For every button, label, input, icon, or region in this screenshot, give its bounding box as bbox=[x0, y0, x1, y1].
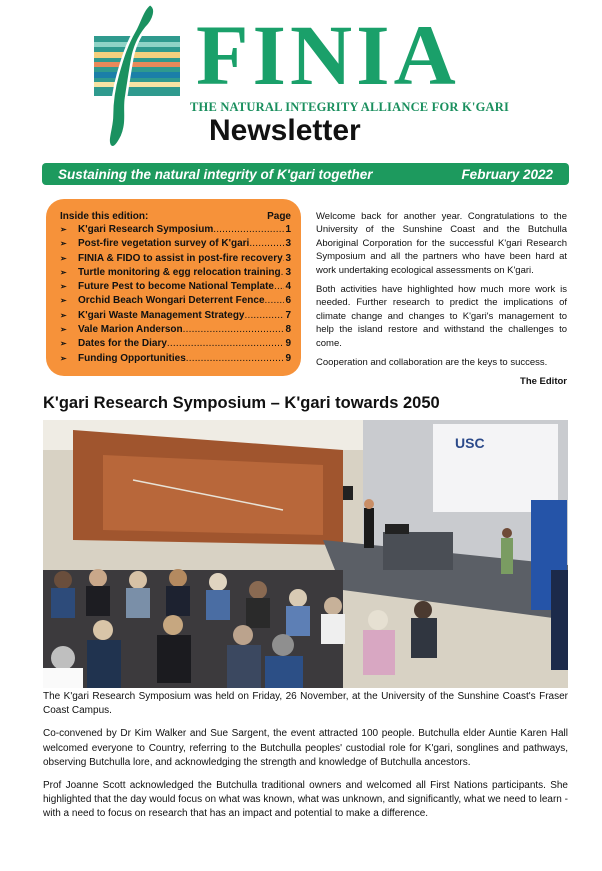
symposium-photo bbox=[43, 420, 568, 688]
arrow-bullet-icon: ➢ bbox=[60, 267, 67, 277]
editor-paragraph: Welcome back for another year. Congratulations to the University of the Sunshine Coast and the Butchulla Aboriginal Corporation for the successful K'gari Research Symposium and all the partners who have been hard at work undertaking ecological assessments on K'gari. bbox=[316, 211, 567, 276]
article-paragraph: Prof Joanne Scott acknowledged the Butchulla traditional owners and welcomed all First Nations participants. She highlighted that the day would focus on what was known, what was unknown, and significantly, what we need to learn - with a need to focus on research that has an impact and potential to make a difference. bbox=[43, 780, 568, 820]
arrow-bullet-icon: ➢ bbox=[60, 225, 67, 234]
logo-tagline: THE NATURAL INTEGRITY ALLIANCE FOR K'GARI bbox=[190, 100, 510, 114]
slogan-banner bbox=[42, 163, 569, 185]
article-paragraph: Co-convened by Dr Kim Walker and Sue Sargent, the event attracted 100 people. Butchulla elder Auntie Karen Hall welcomed everyone to Country, referring to the Butchulla peoples' custodial role for K'gari, songlines and pathways, observing Butchulla lore, and acknowledging the strength and knowledge of Butchulla ancestors. bbox=[43, 728, 568, 768]
arrow-bullet-icon: ➢ bbox=[60, 353, 67, 363]
finia-logo-text: FINIA bbox=[196, 7, 460, 103]
toc-heading: Inside this edition: bbox=[60, 211, 149, 222]
toc-list bbox=[60, 224, 291, 367]
article-body bbox=[43, 690, 568, 831]
toc-item[interactable]: ➢ Post-fire vegetation survey of K'gari ..... 3 bbox=[60, 238, 291, 252]
toc-item[interactable]: ➢ Future Pest to become National Template ..... 4 bbox=[60, 281, 291, 295]
toc-item[interactable]: ➢ Vale Marion Anderson ..... 8 bbox=[60, 324, 291, 338]
photo-caption: The K'gari Research Symposium was held on Friday, 26 November, at the University of the Sunshine Coast's Fraser Coast Campus. bbox=[43, 691, 568, 717]
newsletter-heading: Newsletter bbox=[209, 114, 361, 147]
toc-item[interactable]: ➢ Turtle monitoring & egg relocation training ..... 3 bbox=[60, 267, 291, 281]
issue-date: February 2022 bbox=[461, 166, 553, 182]
toc-item[interactable]: ➢ K'gari Research Symposium ..... 1 bbox=[60, 224, 291, 238]
kgari-island-logo bbox=[88, 2, 198, 152]
screen-usc-text: USC bbox=[455, 435, 485, 451]
editor-note bbox=[316, 210, 567, 395]
arrow-bullet-icon: ➢ bbox=[60, 339, 67, 349]
arrow-bullet-icon: ➢ bbox=[60, 253, 67, 263]
editor-signoff: The Editor bbox=[520, 376, 567, 388]
toc-item[interactable]: ➢ Funding Opportunities ..... 9 bbox=[60, 353, 291, 367]
arrow-bullet-icon: ➢ bbox=[60, 325, 67, 335]
arrow-bullet-icon: ➢ bbox=[60, 296, 67, 306]
article-title: K'gari Research Symposium – K'gari towards 2050 bbox=[43, 394, 440, 412]
arrow-bullet-icon: ➢ bbox=[60, 239, 67, 249]
arrow-bullet-icon: ➢ bbox=[60, 310, 67, 320]
banner-slogan: Sustaining the natural integrity of K'gari together bbox=[58, 166, 373, 182]
toc-header bbox=[60, 211, 291, 222]
masthead bbox=[0, 0, 602, 162]
toc-page-heading: Page bbox=[267, 211, 291, 222]
toc-item[interactable]: ➢ FINIA & FIDO to assist in post-fire recovery ..... 3 bbox=[60, 253, 291, 267]
symposium-photo-illustration bbox=[43, 420, 568, 688]
editor-paragraph: Both activities have highlighted how much more work is needed. Further research to predict the implications of climate change and changes to K'gari's management to help the island restore and withstand the challenges to come. bbox=[316, 284, 567, 349]
toc-item[interactable]: ➢ Orchid Beach Wongari Deterrent Fence ..... 6 bbox=[60, 295, 291, 309]
toc-item[interactable]: ➢ K'gari Waste Management Strategy ..... 7 bbox=[60, 310, 291, 324]
inside-this-edition-box bbox=[46, 199, 301, 376]
editor-paragraph: Cooperation and collaboration are the keys to success. bbox=[316, 357, 548, 369]
arrow-bullet-icon: ➢ bbox=[60, 282, 67, 292]
toc-item[interactable]: ➢ Dates for the Diary ..... 9 bbox=[60, 338, 291, 352]
